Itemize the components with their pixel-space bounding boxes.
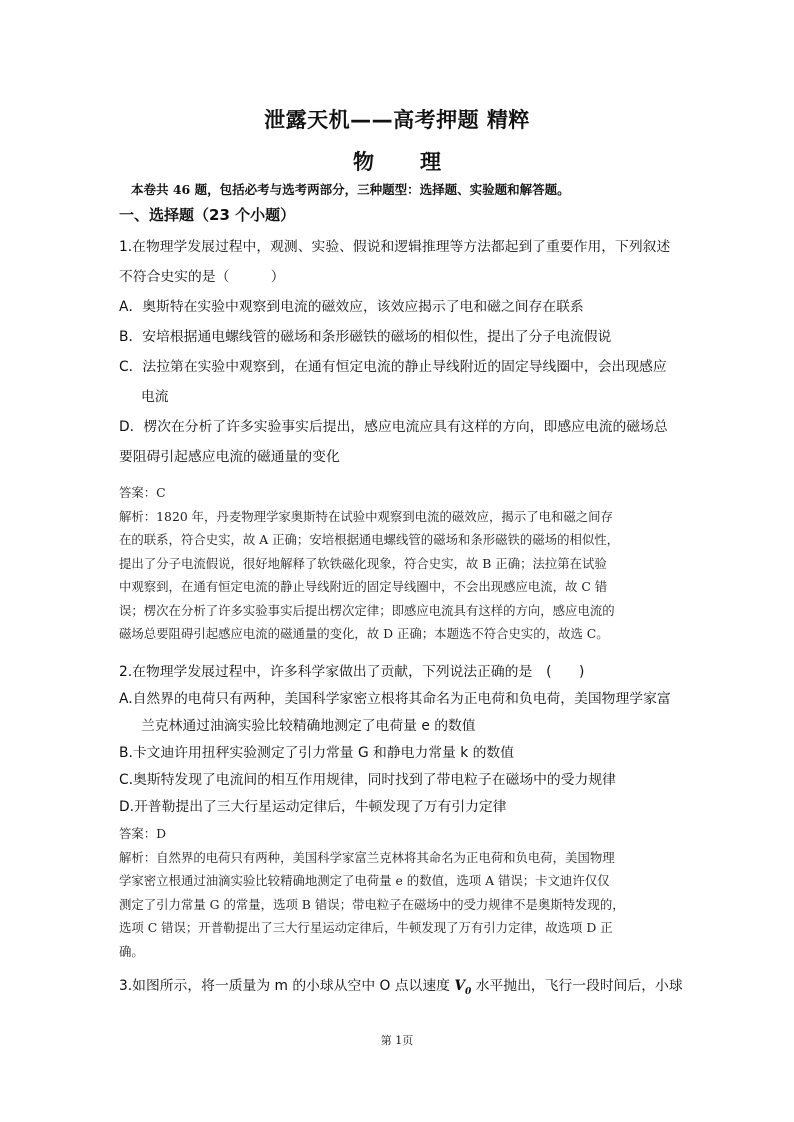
answer-label: 答案：D (119, 826, 167, 841)
question-stem-line: 不符合史实的是（ ） (119, 269, 285, 285)
analysis-line: 误；楞次在分析了许多实验事实后提出楞次定律；即感应电流具有这样的方向，感应电流的 (119, 602, 615, 618)
analysis-line: 中观察到，在通有恒定电流的静止导线附近的固定导线圈中，不会出现感应电流，故 C 错 (119, 579, 608, 594)
page-number: 第 1页 (380, 1034, 414, 1047)
option-c: C．法拉第在实验中观察到，在通有恒定电流的静止导线附近的固定导线圈中，会出现感应 (119, 359, 667, 375)
answer-block-1 (119, 481, 679, 646)
analysis-line: 测定了引力常量 G 的常量，选项 B 错误；带电粒子在磁场中的受力规律不是奥斯特发现的， (119, 896, 625, 912)
section-heading: 一、选择题（23 个小题） (119, 206, 296, 224)
option-c: C.奥斯特发现了电流间的相互作用规律，同时找到了带电粒子在磁场中的受力规律 (119, 772, 616, 788)
analysis-line: 解析：自然界的电荷只有两种，美国科学家富兰克林将其命名为正电荷和负电荷，美国物理 (119, 849, 615, 865)
exam-intro: 本卷共 46 题，包括必考与选考两部分，三种题型：选择题、实验题和解答题。 (131, 182, 570, 197)
option-d: D.开普勒提出了三大行星运动定律后，牛顿发现了万有引力定律 (119, 799, 507, 815)
option-d: D．楞次在分析了许多实验事实后提出，感应电流应具有这样的方向，即感应电流的磁场总 (119, 419, 668, 435)
option-d-continued: 要阻碍引起感应电流的磁通量的变化 (119, 449, 340, 465)
stem-text: 3.如图所示，将一质量为 m 的小球从空中 O 点以速度 (119, 978, 455, 994)
analysis-line: 磁场总要阻碍引起感应电流的磁通量的变化，故 D 正确；本题选不符合史实的，故选 C。 (119, 626, 609, 641)
question-2 (119, 659, 679, 821)
analysis-line: 在的联系，符合史实，故 A 正确；安培根据通电螺线管的磁场和条形磁铁的磁场的相似性， (119, 532, 620, 547)
analysis-line: 选项 C 错误；开普勒提出了三大行星运动定律后，牛顿发现了万有引力定律，故选项 D 正 (119, 920, 613, 935)
question-stem-line (119, 971, 683, 1007)
subject-char-2: 理 (420, 150, 441, 174)
option-a: A．奥斯特在实验中观察到电流的磁效应，该效应揭示了电和磁之间存在联系 (119, 299, 584, 315)
question-1 (119, 232, 679, 472)
analysis-line: 确。 (119, 943, 144, 959)
subject-char-1: 物 (353, 150, 374, 174)
option-a: A.自然界的电荷只有两种，美国科学家密立根将其命名为正电荷和负电荷，美国物理学家富 (119, 691, 671, 707)
option-b: B.卡文迪许用扭秤实验测定了引力常量 G 和静电力常量 k 的数值 (119, 745, 514, 761)
stem-text: 水平抛出，飞行一段时间后，小球 (471, 978, 683, 994)
option-c-continued: 电流 (141, 389, 169, 405)
answer-label: 答案：C (119, 485, 166, 500)
question-stem-line: 1.在物理学发展过程中，观测、实验、假说和逻辑推理等方法都起到了重要作用，下列叙述 (119, 239, 671, 255)
option-b: B．安培根据通电螺线管的磁场和条形磁铁的磁场的相似性，提出了分子电流假说 (119, 329, 612, 345)
velocity-symbol: $V_0$ (454, 978, 472, 997)
document-title: 泄露天机——高考押题 精粹 (264, 108, 530, 132)
analysis-line: 解析：1820 年，丹麦物理学家奥斯特在试验中观察到电流的磁效应，揭示了电和磁之间存 (119, 508, 613, 524)
subject-title (0, 146, 794, 176)
question-3 (119, 971, 683, 1007)
analysis-line: 学家密立根通过油滴实验比较精确地测定了电荷量 e 的数值，选项 A 错误；卡文迪许仅仅 (119, 873, 610, 888)
analysis-line: 提出了分子电流假说，很好地解释了软铁磁化现象，符合史实，故 B 正确；法拉第在试验 (119, 555, 607, 571)
question-stem-line: 2.在物理学发展过程中，许多科学家做出了贡献，下列说法正确的是 ( ) (119, 664, 585, 680)
answer-block-2 (119, 822, 679, 963)
option-a-continued: 兰克林通过油滴实验比较精确地测定了电荷量 e 的数值 (141, 718, 476, 734)
